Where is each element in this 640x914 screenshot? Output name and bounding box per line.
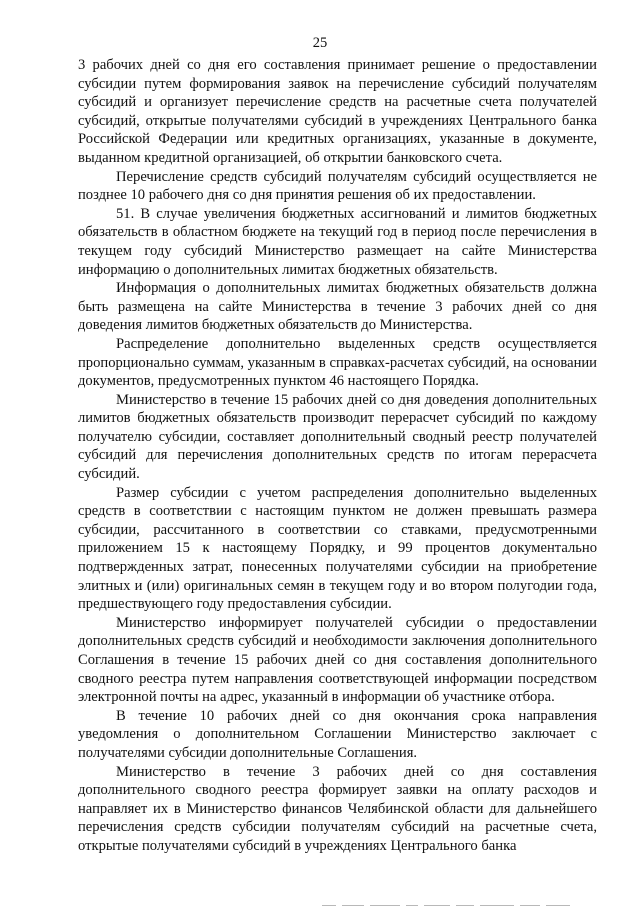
- paragraph: 51. В случае увеличения бюджетных ассигнований и лимитов бюджетных обязательств в областном бюджете на текущий год в период после перечисления в текущем году субсидий Министерство размещает на сайте Министерства информацию о дополнительных лимитах бюджетных обязательств.: [78, 205, 597, 278]
- paragraph: Информация о дополнительных лимитах бюджетных обязательств должна быть размещена на сайте Министерства в течение 3 рабочих дней со дня доведения лимитов бюджетных обязательств до Министерства.: [78, 280, 597, 334]
- paragraph: Перечисление средств субсидий получателям субсидий осуществляется не позднее 10 рабочего дня со дня принятия решения об их предоставлении.: [78, 168, 597, 204]
- paragraph: Министерство в течение 3 рабочих дней со дня составления дополнительного сводного реестра формирует заявки на оплату расходов и направляет их в Министерство финансов Челябинской области для дальнейшего перечисления средств субсидии получателям субсидий на расчетные счета, открытые получателями субсидий в учреждениях Центрального банка: [78, 763, 597, 854]
- page-number: 25: [312, 35, 328, 51]
- paragraph: Министерство в течение 15 рабочих дней со дня доведения дополнительных лимитов бюджетных обязательств производит перерасчет субсидий по каждому получателю субсидии, составляет дополнительный сводный реестр получателей субсидий для перечисления дополнительных средств по итогам перерасчета субсидий.: [78, 391, 597, 483]
- paragraph: В течение 10 рабочих дней со дня окончания срока направления уведомления о дополнительном Соглашении Министерство заключает с получателями субсидии дополнительные Соглашения.: [78, 707, 597, 761]
- paragraph: Распределение дополнительно выделенных средств осуществляется пропорционально суммам, указанным в справках-расчетах субсидий, на основании документов, предусмотренных пунктом 46 настоящего Порядка.: [78, 335, 597, 390]
- paragraph: Министерство информирует получателей субсидии о предоставлении дополнительных средств субсидий и необходимости заключения дополнительного Соглашения в течение 15 рабочих дней со дня составления дополнительного сводного реестра путем направления соответствующей информации посредством электронной почты на адрес, указанный в информации об участнике отбора.: [78, 614, 597, 706]
- document-body: [78, 56, 597, 856]
- scan-artifact-marks: [322, 896, 602, 902]
- paragraph: Размер субсидии с учетом распределения дополнительно выделенных средств в соответствии с настоящим пунктом не должен превышать размера субсидии, рассчитанного в соответствии со ставками, предусмотренными приложением 15 к настоящему Порядку, и 99 процентов документально подтвержденных затрат, понесенных получателями субсидии на приобретение элитных и (или) оригинальных семян в текущем году и во втором полугодии года, предшествующего году предоставления субсидии.: [78, 484, 597, 613]
- paragraph: 3 рабочих дней со дня его составления принимает решение о предоставлении субсидии путем формирования заявок на перечисление субсидий получателям субсидий и организует перечисление средств на расчетные счета получателей субсидий, открытые получателями субсидий в учреждениях Центрального банка Российской Федерации или кредитных организациях, указанные в документе, выданном кредитной организацией, об открытии банковского счета.: [78, 57, 597, 166]
